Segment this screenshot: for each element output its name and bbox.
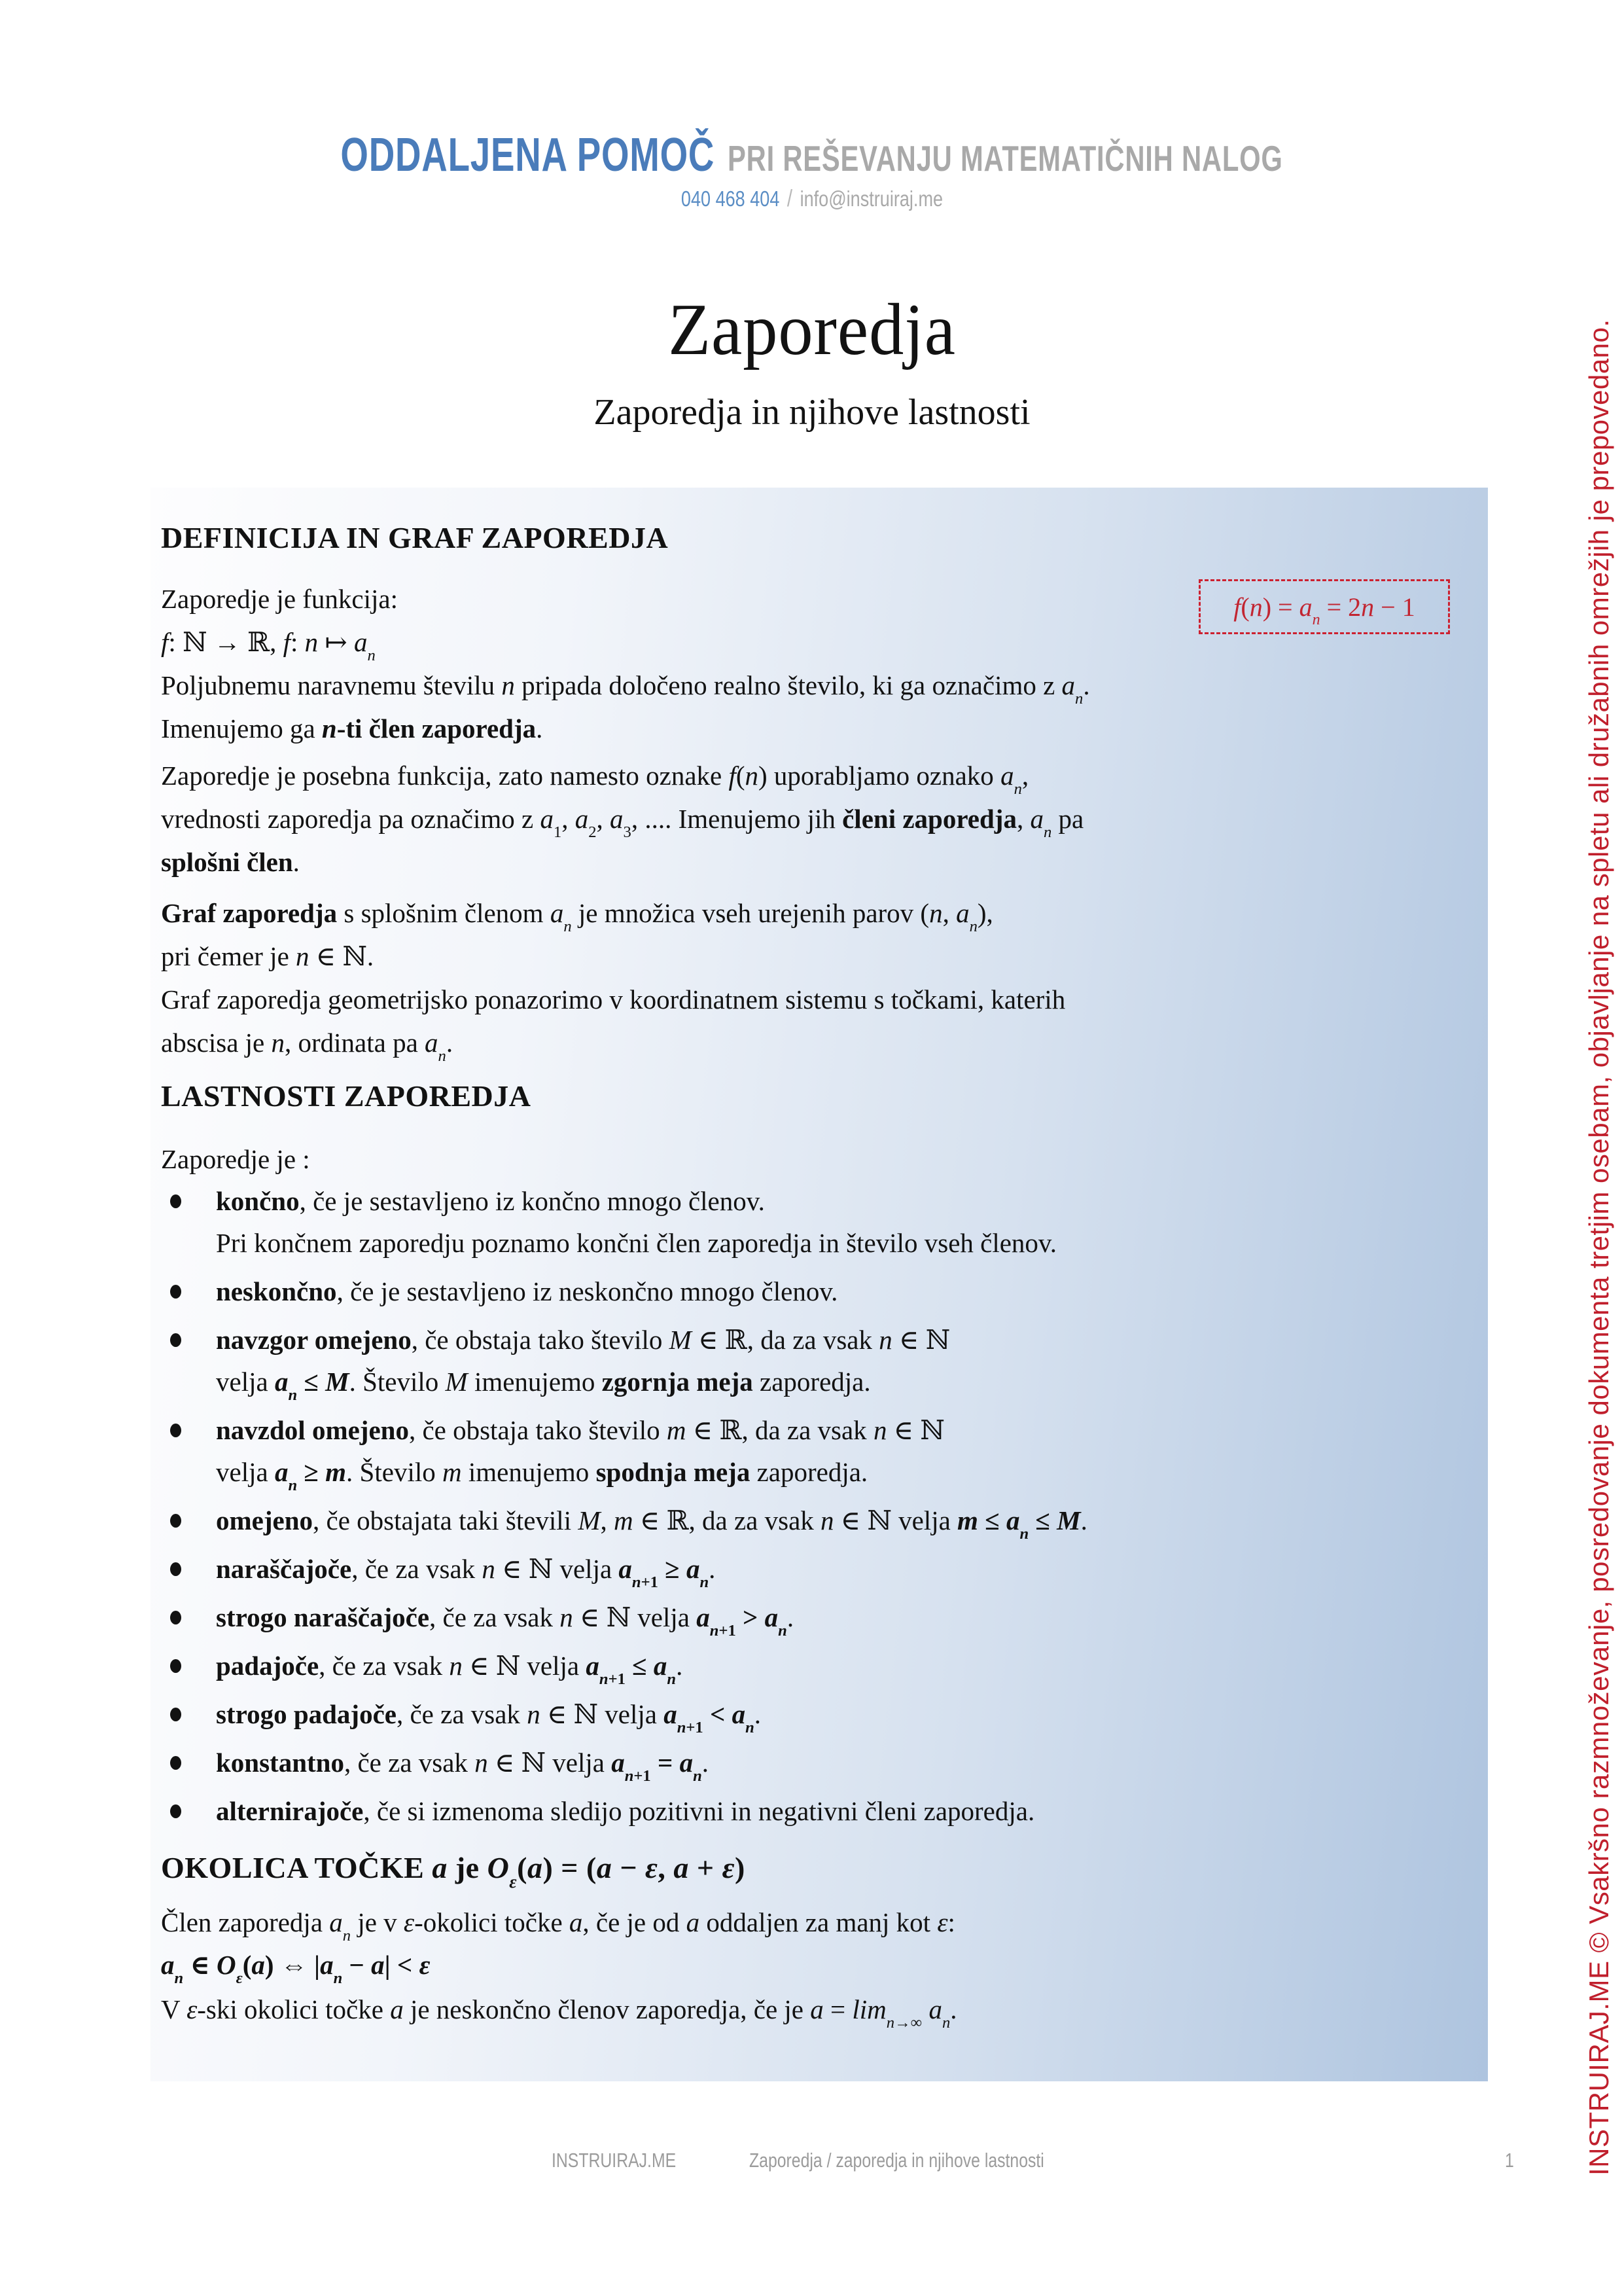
list-item-text: padajoče, če za vsak n ∈ ℕ velja $a_{n+1} \le a_n$. xyxy=(216,1651,683,1688)
bullet-icon xyxy=(170,1611,181,1624)
content-panel xyxy=(150,488,1488,2081)
list-item xyxy=(161,1270,1472,1312)
paragraph: V ε-ski okolici točke a je neskončno členov zaporedja, če je $a = \lim_{n\to\infty} a_n$. xyxy=(161,1994,957,2032)
copyright-watermark-text: INSTRUIRAJ.ME © Vsakršno razmnoževanje, posredovanje dokumenta tretjim osebam, objavljanje na spletu ali družabnih omrežjih je prepovedano. xyxy=(1583,319,1614,2176)
list-item-text: alternirajoče, če si izmenoma sledijo pozitivni in negativni členi zaporedja. xyxy=(216,1796,1035,1826)
bullet-icon xyxy=(170,1333,181,1347)
list-item xyxy=(161,1742,1472,1784)
bullet-icon xyxy=(170,1194,181,1208)
contact-line xyxy=(0,185,1624,212)
formula-line: f: ℕ → ℝ, f: n ↦ $a_n$ xyxy=(161,627,376,664)
list-item xyxy=(161,1645,1472,1687)
paragraph: Zaporedje je funkcija: xyxy=(161,584,398,614)
formula-text: $f(n) = a_n = 2n - 1$ xyxy=(1233,592,1415,628)
list-item xyxy=(161,1319,1472,1403)
header xyxy=(0,128,1624,182)
paragraph: Graf zaporedja s splošnim členom $a_n$ je množica vseh urejenih parov (n, $a_n$), pri čemer je n ∈ ℕ. Graf zaporedja geometrijsko ponazorimo v koordinatnem sistemu s točkami, katerih abscisa je n, ordinata pa $a_n$. xyxy=(161,898,1066,1065)
bullet-icon xyxy=(170,1756,181,1770)
page-subtitle: Zaporedja in njihove lastnosti xyxy=(593,392,1031,433)
list-item xyxy=(161,1180,1472,1264)
list-item xyxy=(161,1693,1472,1735)
list-item xyxy=(161,1596,1472,1638)
bullet-icon xyxy=(170,1562,181,1576)
section-heading-okolica: OKOLICA TOČKE a je $O_\varepsilon(a) = (a - \varepsilon$, a + ε) xyxy=(161,1851,745,1892)
footer-doc-title: Zaporedja / zaporedja in njihove lastnosti xyxy=(749,2149,1044,2172)
list-item xyxy=(161,1548,1472,1590)
list-item-text: naraščajoče, če za vsak n ∈ ℕ velja $a_{n+1} \ge a_n$. xyxy=(216,1554,716,1591)
footer-site: INSTRUIRAJ.ME xyxy=(552,2149,677,2172)
list-item xyxy=(161,1409,1472,1493)
bullet-list xyxy=(161,1180,1472,1839)
brand-tagline: PRI REŠEVANJU MATEMATIČNIH NALOG xyxy=(728,138,1284,179)
list-item-text: navzdol omejeno, če obstaja tako število m ∈ ℝ, da za vsak n ∈ ℕ velja $a_n \ge m$. Število m imenujemo spodnja meja zaporedja. xyxy=(216,1415,945,1494)
list-item xyxy=(161,1790,1472,1832)
bullet-icon xyxy=(170,1804,181,1818)
paragraph: Zaporedje je posebna funkcija, zato namesto oznake f(n) uporabljamo oznako $a_n$, vrednosti zaporedja pa označimo z $a_1$, $a_2$, $a_3$, .... Imenujemo jih členi zaporedja, $a_n$ pa splošni člen. xyxy=(161,761,1084,877)
paragraph: Člen zaporedja $a_n$ je v ε-okolici točke a, če je od a oddaljen za manj kot ε: xyxy=(161,1907,955,1945)
bullet-icon xyxy=(170,1424,181,1437)
bullet-icon xyxy=(170,1708,181,1721)
page-title: Zaporedja xyxy=(668,289,956,370)
section-heading-definicija: DEFINICIJA IN GRAF ZAPOREDJA xyxy=(161,521,669,554)
footer-page-number: 1 xyxy=(1505,2149,1514,2172)
bullet-icon xyxy=(170,1659,181,1673)
bullet-icon xyxy=(170,1514,181,1528)
list-item-text: neskončno, če je sestavljeno iz neskončno mnogo členov. xyxy=(216,1276,838,1306)
list-item-text: omejeno, če obstajata taki števili M, m ∈ ℝ, da za vsak n ∈ ℕ velja $m \le a_n \le M$. xyxy=(216,1505,1087,1543)
list-item xyxy=(161,1499,1472,1541)
paragraph: Poljubnemu naravnemu številu n pripada določeno realno število, ki ga označimo z $a_n$. Imenujemo ga n-ti člen zaporedja. xyxy=(161,670,1090,744)
list-item-text: strogo padajoče, če za vsak n ∈ ℕ velja $a_{n+1} < a_n$. xyxy=(216,1699,762,1736)
list-item-text: konstantno, če za vsak n ∈ ℕ velja $a_{n+1} = a_n$. xyxy=(216,1748,709,1785)
formula-line: $a_n$ ∈ $O_\varepsilon(a)$ ⇔ $|a_n - a| < \varepsilon$ xyxy=(161,1950,431,1987)
list-item-text: strogo naraščajoče, če za vsak n ∈ ℕ velja $a_{n+1} > a_n$. xyxy=(216,1602,794,1640)
bullet-icon xyxy=(170,1285,181,1299)
list-item-text: navzgor omejeno, če obstaja tako število M ∈ ℝ, da za vsak n ∈ ℕ velja $a_n \le M$. Število M imenujemo zgornja meja zaporedja. xyxy=(216,1325,951,1404)
separator-slash: / xyxy=(786,185,793,211)
brand-logo-text: ODDALJENA POMOČ xyxy=(340,129,715,181)
list-item-text: končno, če je sestavljeno iz končno mnogo členov. Pri končnem zaporedju poznamo končni člen zaporedja in število vseh členov. xyxy=(216,1186,1057,1258)
section-heading-lastnosti: LASTNOSTI ZAPOREDJA xyxy=(161,1079,531,1113)
email-address: info@instruiraj.me xyxy=(800,187,944,211)
paragraph: Zaporedje je : xyxy=(161,1144,310,1174)
phone-number: 040 468 404 xyxy=(680,187,780,211)
